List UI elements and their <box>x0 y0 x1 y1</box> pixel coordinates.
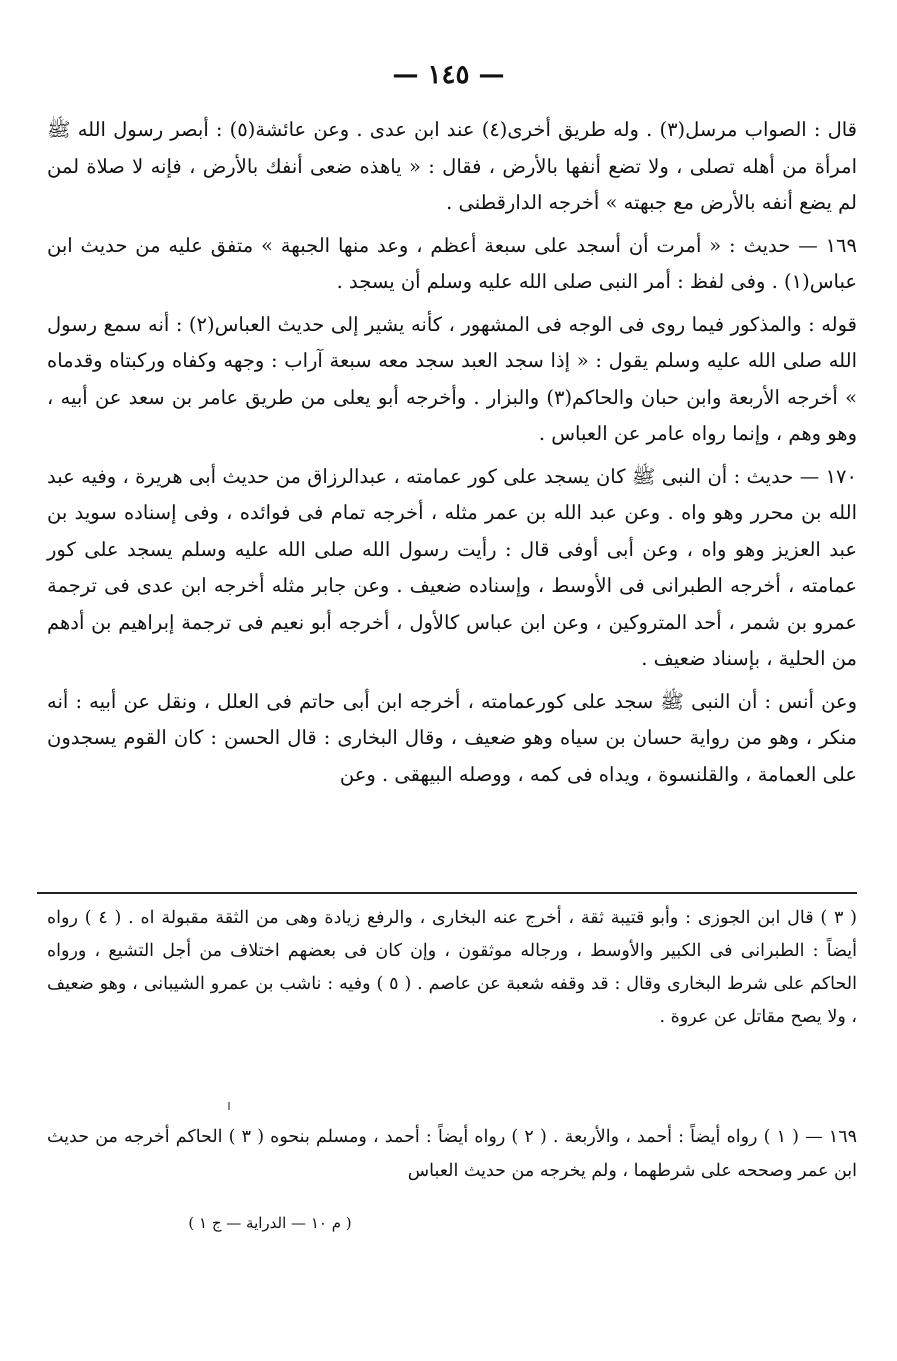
paragraph-5: وعن أنس : أن النبى ﷺ سجد على كورعمامته ، أخرجه ابن أبى حاتم فى العلل ، ونقل عن أبيه : أنه منكر ، وهو من رواية حسان بن سياه وهو ضعيف ، وقال البخارى : قال الحسن : كان القوم يسجدون على العمامة ، والقلنسوة ، ويداه فى كمه ، ووصله البيهقى . وعن <box>47 689 857 786</box>
footnotes-section-a: ( ٣ ) قال ابن الجوزى : وأبو قتيبة ثقة ، أخرج عنه البخارى ، والرفع زيادة وهى من الثقة مقبولة اه . ( ٤ ) رواه أيضاً : الطبرانى فى الكبير والأوسط ، ورجاله موثقون ، وإن كان فى بعضهم اختلاف من أجل التشيع ، ورواه الحاكم على شرط البخارى وقال : قد وقفه شعبة عن عاصم . ( ٥ ) وفيه : ناشب بن عمرو الشيبانى ، وهو ضعيف ، ولا يصح مقاتل عن عروة . <box>47 908 857 1027</box>
paragraph-3: قوله : والمذكور فيما روى فى الوجه فى المشهور ، كأنه يشير إلى حديث العباس(٢) : أنه سمع رسول الله صلى الله عليه وسلم يقول : « إذا سجد العبد سجد معه سبعة آراب : وجهه وكفاه وركبتاه وقدماه » أخرجه الأربعة وابن حبان والحاكم(٣) والبزار . وأخرجه أبو يعلى من طريق عامر بن سعد عن أبيه ، وهو وهم ، وإنما رواه عامر عن العباس . <box>47 312 857 445</box>
paragraph-hadith-170: ١٧٠ — حديث : أن النبى ﷺ كان يسجد على كور عمامته ، عبدالرزاق من حديث أبى هريرة ، وفيه عبد الله بن محرر وهو واه . وعن عبد الله بن عمر مثله ، أخرجه تمام فى فوائده ، وفى إسناده سويد بن عبد العزيز وهو واه ، وعن أبى أوفى قال : رأيت رسول الله صلى الله عليه وسلم يسجد على كور عمامته ، أخرجه الطبرانى فى الأوسط ، وإسناده ضعيف . وعن جابر مثله أخرجه ابن عدى فى ترجمة عمرو بن شمر ، أحد المتروكين ، وعن ابن عباس كالأول ، أخرجه أبو نعيم فى ترجمة إبراهيم بن أدهم من الحلية ، بإسناد ضعيف . <box>47 464 857 670</box>
footnote-separator <box>37 892 857 894</box>
main-text <box>47 112 857 799</box>
scan-speck <box>228 1102 230 1110</box>
paragraph-hadith-169: ١٦٩ — حديث : « أمرت أن أسجد على سبعة أعظم ، وعد منها الجبهة » متفق عليه من حديث ابن عباس(١) . وفى لفظ : أمر النبى صلى الله عليه وسلم أن يسجد . <box>47 233 857 293</box>
page-number: — ١٤٥ — <box>392 60 505 90</box>
signature-mark: ( م ١٠ — الدراية — ج ١ ) <box>188 1214 352 1232</box>
footnotes-section-b: ١٦٩ — ( ١ ) رواه أيضاً : أحمد ، والأربعة . ( ٢ ) رواه أيضاً : أحمد ، ومسلم بنحوه ( ٣ ) الحاكم أخرجه من حديث ابن عمر وصححه على شرطهما ، ولم يخرجه من حديث العباس <box>47 1127 857 1181</box>
paragraph-1: قال : الصواب مرسل(٣) . وله طريق أخرى(٤) عند ابن عدى . وعن عائشة(٥) : أبصر رسول الله ﷺ امرأة من أهله تصلى ، ولا تضع أنفها بالأرض ، فقال : « ياهذه ضعى أنفك بالأرض ، فإنه لا صلاة لمن لم يضع أنفه بالأرض مع جبهته » أخرجه الدارقطنى . <box>47 118 858 214</box>
